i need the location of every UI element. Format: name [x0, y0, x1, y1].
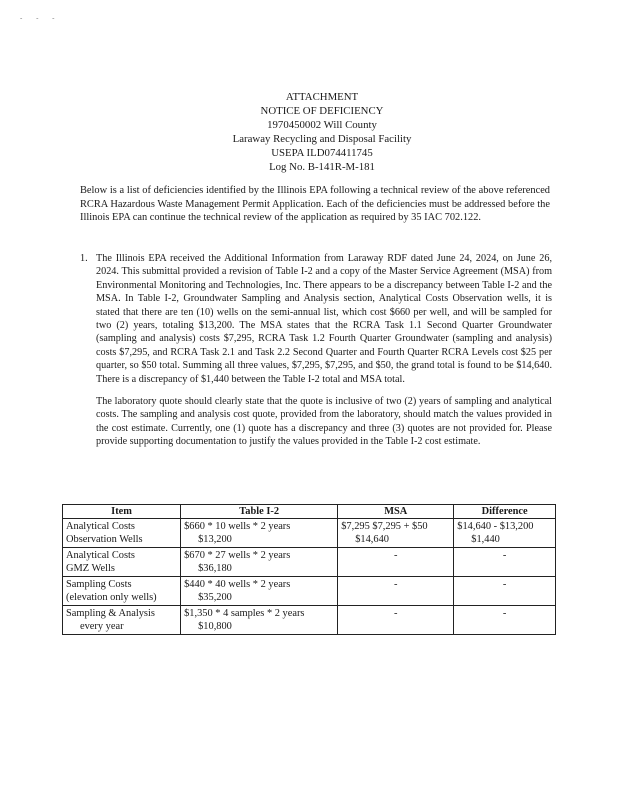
table-header-row [63, 505, 556, 519]
item-body [96, 252, 552, 449]
cell-t12-line2: $35,200 [198, 592, 232, 603]
cell-item-line2: (elevation only wells) [66, 592, 157, 603]
cell-table-i2 [181, 519, 338, 548]
header-msa: MSA [338, 505, 454, 519]
cell-t12-line1: $440 * 40 wells * 2 years [184, 579, 291, 590]
cell-difference: - [454, 606, 556, 635]
cell-difference: - [454, 548, 556, 577]
cell-table-i2 [181, 577, 338, 606]
cell-item-line2: Observation Wells [66, 534, 143, 545]
cell-msa: - [338, 548, 454, 577]
scan-specks: - - - [20, 14, 61, 22]
header-site-id: 1970450002 Will County [267, 119, 377, 131]
cell-t12-line2: $10,800 [198, 621, 232, 632]
header-title: ATTACHMENT [285, 91, 359, 103]
cell-item [63, 577, 181, 606]
cell-t12-line1: $660 * 10 wells * 2 years [184, 521, 291, 532]
header-subtitle: NOTICE OF DEFICIENCY [260, 105, 384, 117]
item-paragraph-1: The Illinois EPA received the Additional Information from Laraway RDF dated June 24, 2024, on June 26, 2024. This submittal provided a revision of Table I-2 and a copy of the Master Service Agreement (MSA) from Environmental Monitoring and Technologies, Inc. There appears to be a discrepancy between Table I-2 and the MSA. In Table I-2, Groundwater Sampling and Analysis section, Analytical Costs Observation wells, it is stated that there are ten (10) wells on the semi-annual list, which cost $660 per well, and will be sampled for two (2) years, totaling $13,200. The MSA states that the RCRA Task 1.1 Second Quarter Groundwater (sampling and analysis) costs $7,295, RCRA Task 1.2 Fourth Quarter Groundwater (sampling and analysis) costs $7,295, and RCRA Task 2.1 and Task 2.2 Second Quarter and Fourth Quarter RCRA Levels cost $25 per quarter, so $50 total. Summing all three values, $7,295, $7,295, and $50, the grand total is found to be $14,640. There is a discrepancy of $1,440 between the Table I-2 total and MSA total. [96, 253, 552, 385]
header-item: Item [63, 505, 181, 519]
cell-item-line1: Sampling Costs [66, 579, 132, 590]
cell-t12-line1: $1,350 * 4 samples * 2 years [184, 608, 305, 619]
cell-diff-line2: $1,440 [471, 534, 500, 545]
header-table-i2: Table I-2 [181, 505, 338, 519]
header-facility: Laraway Recycling and Disposal Facility [232, 133, 412, 145]
cell-item [63, 548, 181, 577]
item-number: 1. [80, 253, 88, 264]
cell-msa: - [338, 577, 454, 606]
cell-table-i2 [181, 606, 338, 635]
cell-item-line1: Analytical Costs [66, 550, 135, 561]
cell-t12-line2: $36,180 [198, 563, 232, 574]
cell-t12-line2: $13,200 [198, 534, 232, 545]
cell-msa: - [338, 606, 454, 635]
cell-t12-line1: $670 * 27 wells * 2 years [184, 550, 291, 561]
header-log-no: Log No. B-141R-M-181 [269, 161, 375, 173]
table-row [63, 548, 556, 577]
cell-difference [454, 519, 556, 548]
table-row [63, 577, 556, 606]
cell-item-line2: GMZ Wells [66, 563, 115, 574]
header-usepa-id: USEPA ILD074411745 [271, 147, 373, 159]
cell-item-line1: Analytical Costs [66, 521, 135, 532]
cell-msa-line1: $7,295 $7,295 + $50 [341, 521, 428, 532]
cost-comparison-table [62, 504, 556, 635]
cell-item-line2: every year [80, 621, 124, 632]
cell-item-line1: Sampling & Analysis [66, 608, 155, 619]
cell-msa [338, 519, 454, 548]
cell-item [63, 519, 181, 548]
table-row [63, 519, 556, 548]
deficiency-item-1 [80, 252, 552, 458]
cell-table-i2 [181, 548, 338, 577]
header-difference: Difference [454, 505, 556, 519]
notice-header [0, 90, 618, 174]
cell-msa-line2: $14,640 [355, 534, 389, 545]
item-paragraph-2: The laboratory quote should clearly state that the quote is inclusive of two (2) years of sampling and analytical costs. The sampling and analysis cost quote, provided from the laboratory, should match the values provided in the cost estimate. Currently, one (1) quote has a discrepancy and three (3) quotes are not provided for. Please provide supporting documentation to justify the values provided in the Table I-2 cost estimate. [96, 396, 552, 448]
cell-diff-line1: $14,640 - $13,200 [457, 521, 534, 532]
intro-paragraph: Below is a list of deficiencies identified by the Illinois EPA following a technical review of the above referenced RCRA Hazardous Waste Management Permit Application. Each of the deficiencies must be addressed before the Illinois EPA can continue the technical review of the application as required by 35 IAC 702.122. [80, 185, 550, 223]
cell-item [63, 606, 181, 635]
cell-difference: - [454, 577, 556, 606]
table-row [63, 606, 556, 635]
